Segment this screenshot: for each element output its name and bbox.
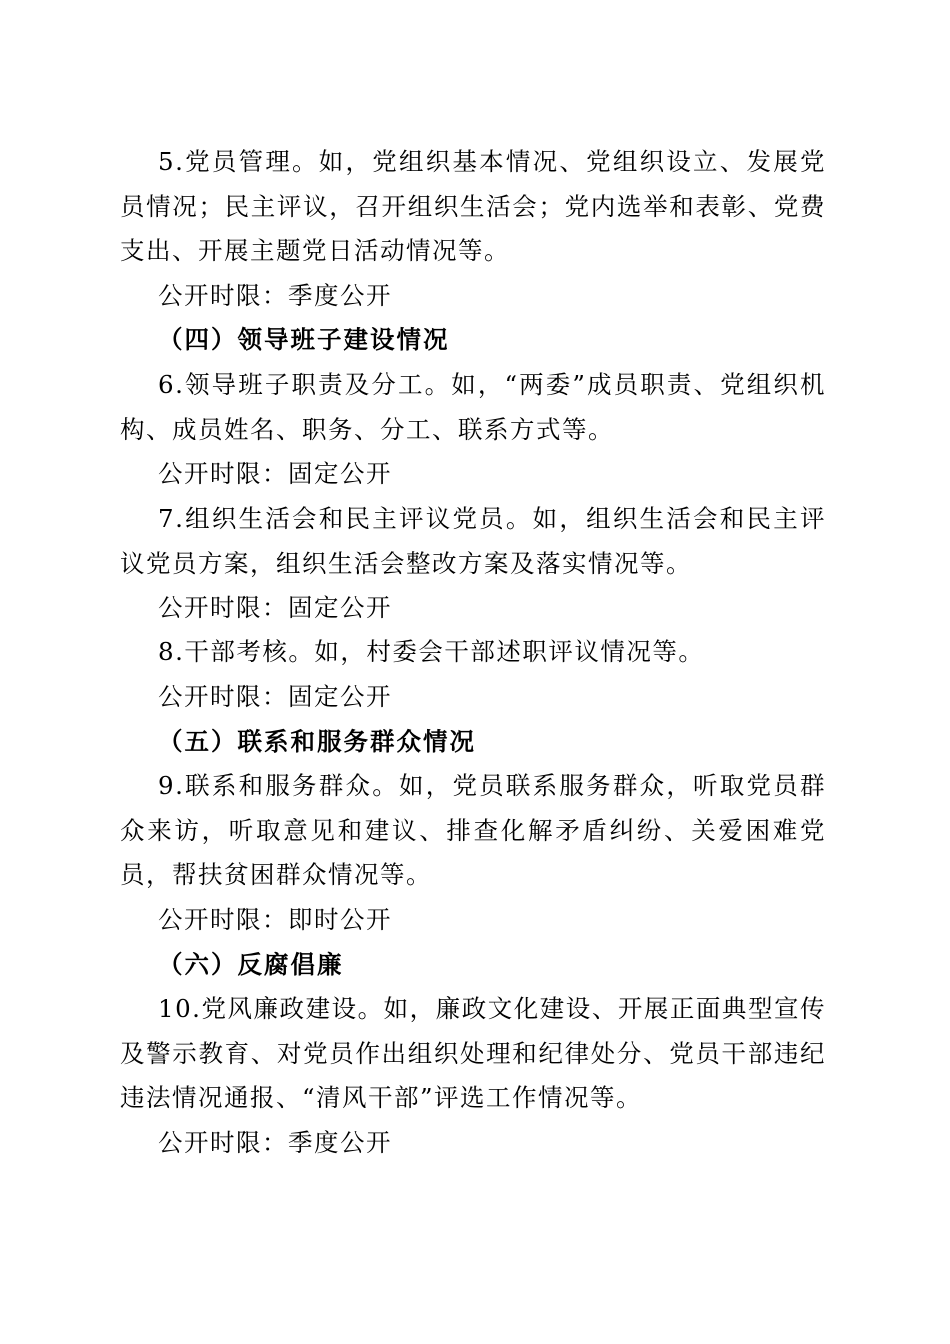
disclosure-period-fixed: 公开时限：固定公开 xyxy=(158,593,392,622)
disclosure-period-fixed: 公开时限：固定公开 xyxy=(158,459,392,488)
item-5-party-member-management: 5.党员管理。如，党组织基本情况、党组织设立、发展党员情况；民主评议，召开组织生活会；党内选举和表彰、党费支出、开展主题党日活动情况等。 xyxy=(120,147,826,265)
item-7-organizational-life: 7.组织生活会和民主评议党员。如，组织生活会和民主评议党员方案，组织生活会整改方案及落实情况等。 xyxy=(120,504,826,578)
item-9-serving-masses: 9.联系和服务群众。如，党员联系服务群众，听取党员群众来访，听取意见和建议、排查化解矛盾纠纷、关爱困难党员，帮扶贫困群众情况等。 xyxy=(120,771,826,889)
disclosure-period-fixed: 公开时限：固定公开 xyxy=(158,682,392,711)
section-heading-4: （四）领导班子建设情况 xyxy=(158,325,450,354)
disclosure-period-quarterly: 公开时限：季度公开 xyxy=(158,281,392,310)
disclosure-period-quarterly: 公开时限：季度公开 xyxy=(158,1128,392,1157)
disclosure-period-immediate: 公开时限：即时公开 xyxy=(158,905,392,934)
item-10-anti-corruption: 10.党风廉政建设。如，廉政文化建设、开展正面典型宣传及警示教育、对党员作出组织处理和纪律处分、党员干部违纪违法情况通报、“清风干部”评选工作情况等。 xyxy=(120,994,826,1112)
section-heading-5: （五）联系和服务群众情况 xyxy=(158,727,476,756)
item-6-leadership-duties: 6.领导班子职责及分工。如，“两委”成员职责、党组织机构、成员姓名、职务、分工、联系方式等。 xyxy=(120,370,826,444)
section-heading-6: （六）反腐倡廉 xyxy=(158,950,344,979)
item-8-cadre-assessment: 8.干部考核。如，村委会干部述职评议情况等。 xyxy=(158,637,705,666)
